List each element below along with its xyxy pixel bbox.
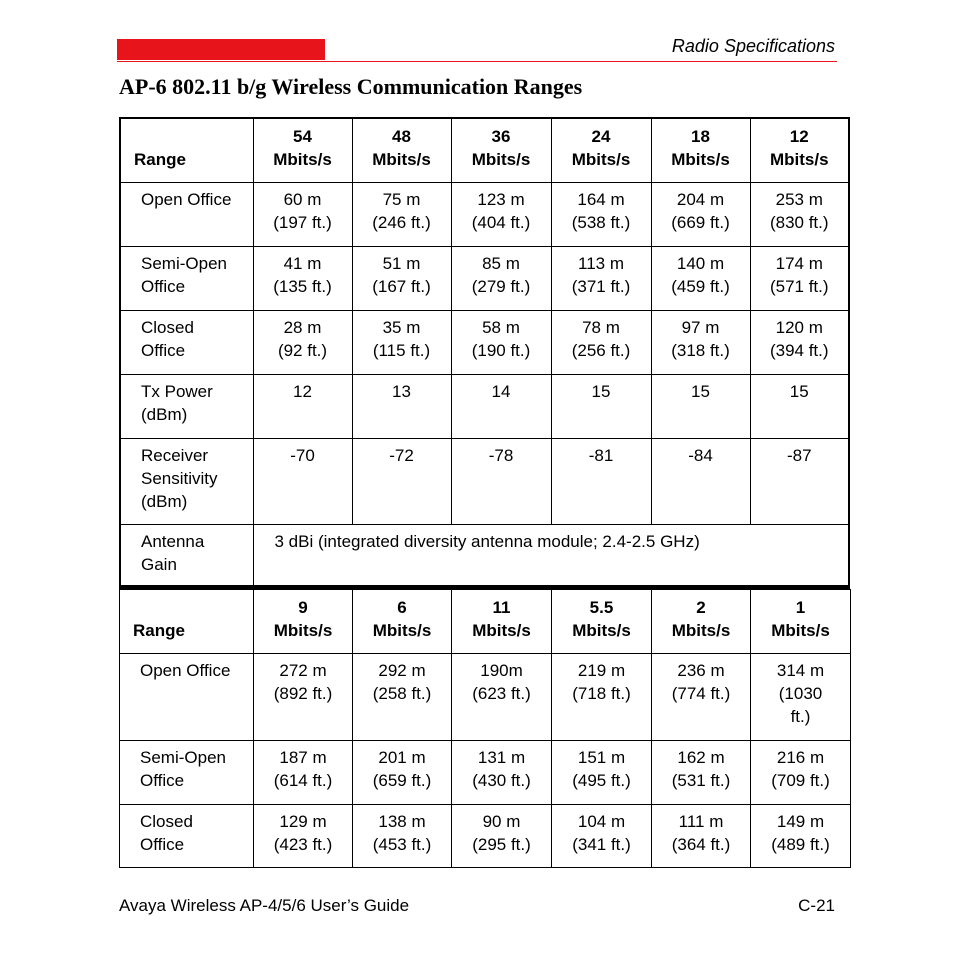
rate-header xyxy=(551,118,651,182)
footer-guide-title: Avaya Wireless AP-4/5/6 User’s Guide xyxy=(119,896,410,915)
rate-unit: Mbits/s xyxy=(671,149,730,169)
rate-header xyxy=(253,118,352,182)
table-row xyxy=(120,741,851,805)
table-cell: 90 m (295 ft.) xyxy=(452,805,552,868)
row-label: Open Office xyxy=(120,654,254,741)
table-cell: 75 m (246 ft.) xyxy=(352,182,451,246)
table-cell: 51 m (167 ft.) xyxy=(352,246,451,310)
table-cell: 174 m (571 ft.) xyxy=(750,246,849,310)
table-cell: 104 m (341 ft.) xyxy=(552,805,652,868)
table-cell: 164 m (538 ft.) xyxy=(551,182,651,246)
rate-unit: Mbits/s xyxy=(273,621,333,640)
rate-header xyxy=(750,118,849,182)
rate-header xyxy=(452,590,552,654)
table-row xyxy=(120,310,849,374)
rate-value: 11 xyxy=(492,598,511,617)
table-cell: 151 m (495 ft.) xyxy=(552,741,652,805)
rate-unit: Mbits/s xyxy=(273,149,332,169)
rate-header xyxy=(353,590,452,654)
table-cell: 15 xyxy=(750,374,849,438)
table-cell: 253 m (830 ft.) xyxy=(750,182,849,246)
table-row xyxy=(120,438,849,524)
table-header-row xyxy=(120,590,851,654)
table-cell: 190m (623 ft.) xyxy=(452,654,552,741)
table-row xyxy=(120,805,851,868)
table-cell: 111 m (364 ft.) xyxy=(652,805,751,868)
row-label: Closed Office xyxy=(120,805,254,868)
rate-value: 18 xyxy=(691,126,710,146)
table-cell: 28 m (92 ft.) xyxy=(253,310,352,374)
table-cell: 14 xyxy=(451,374,551,438)
rate-value: 24 xyxy=(591,126,611,146)
rate-unit: Mbits/s xyxy=(372,621,432,640)
rate-header xyxy=(651,118,750,182)
rate-header xyxy=(751,590,851,654)
table-cell: 204 m (669 ft.) xyxy=(651,182,750,246)
table-cell: -87 xyxy=(750,438,849,524)
rate-unit: Mbits/s xyxy=(572,621,631,640)
range-header: Range xyxy=(120,118,253,182)
rate-value: 5.5 xyxy=(589,598,614,617)
table-cell: 12 xyxy=(253,374,352,438)
table-row xyxy=(120,654,851,741)
rate-header xyxy=(552,590,652,654)
row-label: Semi-Open Office xyxy=(120,741,254,805)
rate-unit: Mbits/s xyxy=(471,149,531,169)
table-row xyxy=(120,246,849,310)
rate-unit: Mbits/s xyxy=(571,149,631,169)
table-cell: -81 xyxy=(551,438,651,524)
section-title: Radio Specifications xyxy=(671,36,835,56)
rate-unit: Mbits/s xyxy=(771,621,830,640)
rate-value: 54 xyxy=(293,126,312,146)
table-cell: 41 m (135 ft.) xyxy=(253,246,352,310)
rate-unit: Mbits/s xyxy=(372,149,431,169)
table-row xyxy=(120,524,849,586)
row-label: Receiver Sensitivity (dBm) xyxy=(120,438,253,524)
table-cell: 162 m (531 ft.) xyxy=(652,741,751,805)
table-cell: 78 m (256 ft.) xyxy=(551,310,651,374)
row-label: Antenna Gain xyxy=(120,524,253,586)
table-cell: 15 xyxy=(651,374,750,438)
table-cell: -78 xyxy=(451,438,551,524)
table-cell: 140 m (459 ft.) xyxy=(651,246,750,310)
table-cell: 129 m (423 ft.) xyxy=(254,805,353,868)
range-header: Range xyxy=(120,590,254,654)
table-cell: -72 xyxy=(352,438,451,524)
table-cell: 292 m (258 ft.) xyxy=(353,654,452,741)
table-cell: 149 m (489 ft.) xyxy=(751,805,851,868)
table-cell: 272 m (892 ft.) xyxy=(254,654,353,741)
table-cell: 131 m (430 ft.) xyxy=(452,741,552,805)
table-cell: 35 m (115 ft.) xyxy=(352,310,451,374)
table-cell: 123 m (404 ft.) xyxy=(451,182,551,246)
header-red-bar xyxy=(117,39,325,60)
rate-header xyxy=(352,118,451,182)
table-cell: 58 m (190 ft.) xyxy=(451,310,551,374)
rate-value: 6 xyxy=(397,598,407,617)
rate-header xyxy=(254,590,353,654)
table-cell: 201 m (659 ft.) xyxy=(353,741,452,805)
table-cell: 13 xyxy=(352,374,451,438)
rate-value: 1 xyxy=(795,598,806,617)
rate-value: 9 xyxy=(298,598,308,617)
table-cell: 15 xyxy=(551,374,651,438)
table-cell: 219 m (718 ft.) xyxy=(552,654,652,741)
table-cell: 138 m (453 ft.) xyxy=(353,805,452,868)
rate-unit: Mbits/s xyxy=(472,621,531,640)
row-label: Closed Office xyxy=(120,310,253,374)
table-cell: 97 m (318 ft.) xyxy=(651,310,750,374)
range-table-low-rates xyxy=(119,589,851,868)
rate-value: 48 xyxy=(392,126,411,146)
table-header-row xyxy=(120,118,849,182)
row-label: Tx Power (dBm) xyxy=(120,374,253,438)
rate-header xyxy=(652,590,751,654)
table-cell: 120 m (394 ft.) xyxy=(750,310,849,374)
range-table-high-rates xyxy=(119,117,850,587)
table-cell: 85 m (279 ft.) xyxy=(451,246,551,310)
table-cell: 113 m (371 ft.) xyxy=(551,246,651,310)
antenna-gain-value: 3 dBi (integrated diversity antenna module; 2.4-2.5 GHz) xyxy=(253,524,849,586)
rate-header xyxy=(451,118,551,182)
table-cell: 60 m (197 ft.) xyxy=(253,182,352,246)
row-label: Semi-Open Office xyxy=(120,246,253,310)
page-title: AP-6 802.11 b/g Wireless Communication Ranges xyxy=(119,74,583,99)
table-cell: -70 xyxy=(253,438,352,524)
table-cell: 314 m (1030 ft.) xyxy=(751,654,851,741)
rate-unit: Mbits/s xyxy=(769,149,829,169)
rate-value: 12 xyxy=(789,126,809,146)
rate-value: 2 xyxy=(696,598,706,617)
table-cell: 236 m (774 ft.) xyxy=(652,654,751,741)
rate-unit: Mbits/s xyxy=(671,621,731,640)
table-row xyxy=(120,374,849,438)
header-rule xyxy=(117,61,837,62)
page-number: C-21 xyxy=(798,896,835,915)
table-cell: 187 m (614 ft.) xyxy=(254,741,353,805)
rate-value: 36 xyxy=(491,126,511,146)
table-row xyxy=(120,182,849,246)
table-cell: 216 m (709 ft.) xyxy=(751,741,851,805)
table-cell: -84 xyxy=(651,438,750,524)
row-label: Open Office xyxy=(120,182,253,246)
